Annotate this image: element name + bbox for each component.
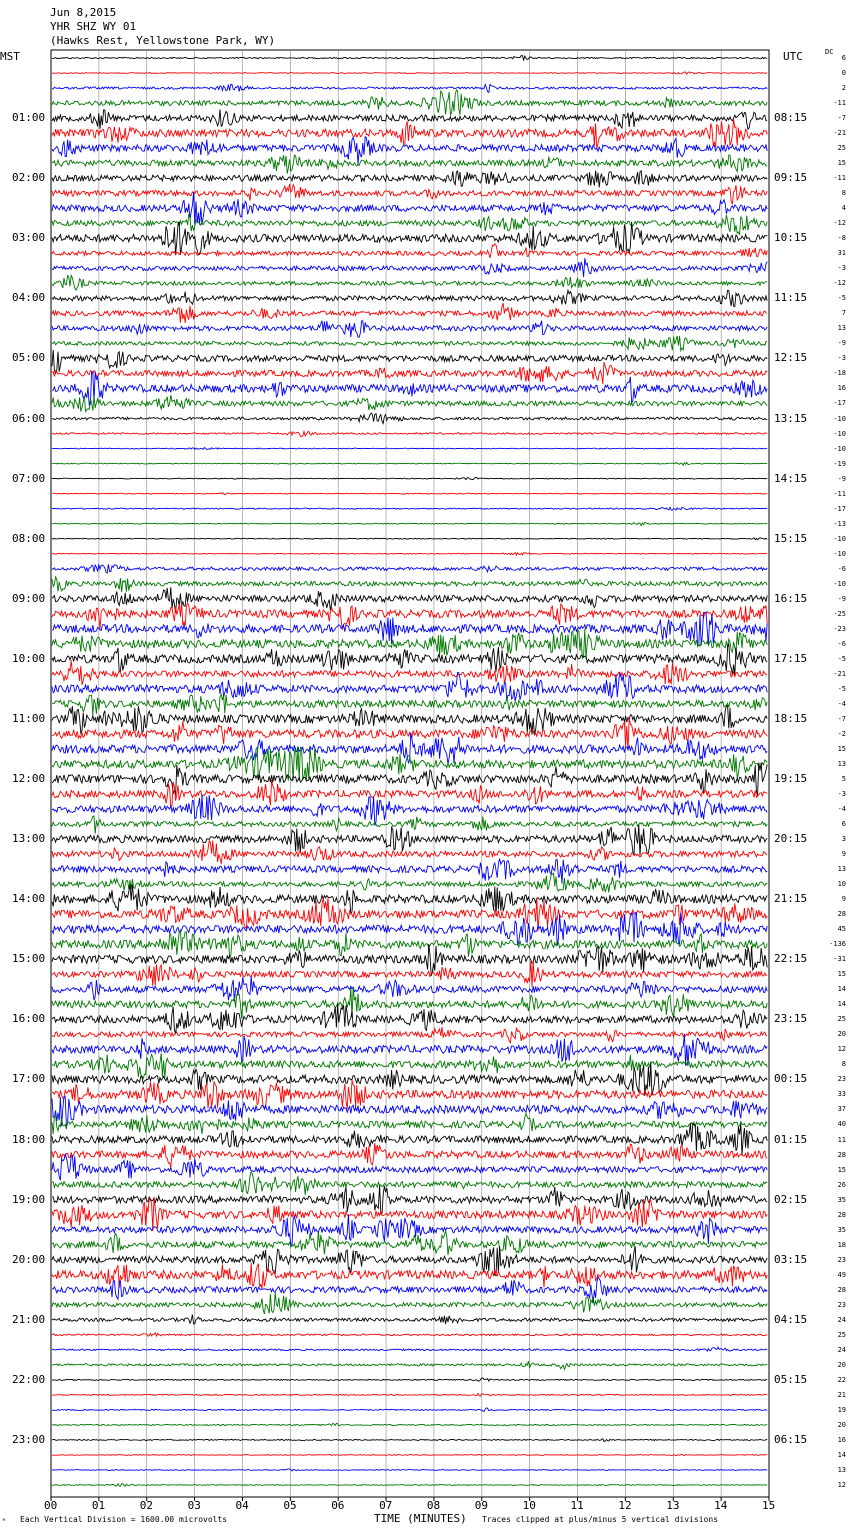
seismic-trace — [52, 362, 767, 384]
mst-hour-label: 03:00 — [12, 231, 46, 245]
dc-offset-value: 25 — [837, 144, 846, 153]
x-tick-label: 08 — [426, 1499, 441, 1512]
x-tick-label: 06 — [331, 1499, 345, 1512]
utc-hour-label: 23:15 — [774, 1012, 808, 1026]
dc-offset-value: 6 — [841, 54, 846, 62]
utc-hour-label: 18:15 — [774, 711, 808, 725]
seismic-trace — [52, 493, 767, 495]
seismic-trace — [52, 522, 767, 525]
seismic-trace — [52, 538, 767, 540]
seismic-trace — [52, 694, 767, 715]
dc-offset-value: 13 — [837, 759, 846, 768]
mst-hour-label: 02:00 — [12, 171, 46, 185]
x-tick-label: 02 — [139, 1499, 153, 1512]
seismic-trace — [52, 564, 767, 573]
left-timezone-label: MST — [0, 50, 20, 63]
dc-offset-value: 4 — [841, 204, 846, 213]
seismic-trace — [52, 717, 767, 750]
seismic-trace — [52, 56, 767, 60]
dc-offset-value: 23 — [837, 1075, 846, 1084]
seismic-trace — [52, 290, 767, 307]
utc-hour-label: 19:15 — [774, 772, 808, 785]
plot-date: Jun 8,2015 — [50, 6, 117, 19]
seismic-trace — [52, 275, 767, 290]
mst-hour-label: 13:00 — [12, 832, 46, 846]
seismic-trace — [52, 507, 767, 510]
right-timezone-label: UTC — [783, 50, 803, 63]
x-tick-label: 01 — [91, 1499, 106, 1512]
dc-offset-value: 28 — [837, 1285, 846, 1294]
dc-offset-value: 5 — [841, 775, 846, 783]
utc-hour-label: 16:15 — [774, 591, 808, 605]
utc-hour-label: 20:15 — [774, 832, 808, 846]
utc-hour-label: 22:15 — [774, 952, 808, 966]
dc-offset-value: 23 — [837, 1300, 846, 1309]
seismic-trace — [52, 258, 767, 277]
seismic-trace — [52, 1408, 767, 1412]
utc-hour-label: 01:15 — [774, 1132, 808, 1146]
dc-offset-value: -9 — [837, 339, 846, 348]
dc-offset-value: 24 — [837, 1345, 846, 1354]
mst-hour-label: 22:00 — [12, 1372, 46, 1386]
dc-offset-value: -4 — [837, 805, 846, 814]
mst-hour-label: 09:00 — [12, 591, 46, 605]
seismic-trace — [52, 448, 767, 450]
dc-offset-value: -8 — [837, 234, 846, 243]
dc-offset-value: 11 — [837, 1135, 846, 1144]
seismic-trace — [52, 1080, 767, 1109]
dc-offset-value: 40 — [837, 1120, 846, 1129]
utc-hour-label: 12:15 — [774, 351, 808, 365]
dc-offset-value: 22 — [837, 1375, 846, 1384]
x-tick-label: 15 — [762, 1499, 776, 1512]
dc-offset-value: -11 — [833, 489, 846, 498]
dc-offset-value: 14 — [837, 1450, 846, 1459]
utc-hour-label: 13:15 — [774, 411, 808, 425]
utc-hour-label: 21:15 — [774, 892, 808, 906]
dc-offset-value: 16 — [837, 384, 846, 393]
mst-hour-label: 11:00 — [12, 711, 46, 725]
seismic-trace — [52, 961, 767, 987]
dc-offset-value: 28 — [837, 1150, 846, 1159]
seismic-trace — [52, 603, 767, 630]
dc-offset-value: 6 — [841, 820, 846, 829]
seismic-trace — [52, 1439, 767, 1442]
x-tick-label: 12 — [618, 1499, 632, 1512]
mst-hour-label: 21:00 — [12, 1312, 46, 1326]
utc-hour-label: 00:15 — [774, 1072, 808, 1086]
seismic-trace — [52, 1315, 767, 1325]
seismic-trace — [52, 72, 767, 74]
seismic-trace — [52, 795, 767, 826]
seismic-trace — [52, 137, 767, 165]
seismic-trace — [52, 1172, 767, 1195]
seismic-trace — [52, 1053, 767, 1078]
utc-hour-label: 06:15 — [774, 1432, 808, 1446]
seismic-trace — [52, 577, 767, 592]
dc-offset-value: 15 — [837, 159, 846, 168]
seismic-trace — [52, 587, 767, 612]
seismic-trace — [52, 192, 767, 225]
dc-offset-value: -4 — [837, 699, 846, 708]
dc-offset-value: -136 — [829, 940, 846, 949]
dc-offset-value: 8 — [841, 1060, 846, 1069]
seismic-trace — [52, 930, 767, 957]
station-location: (Hawks Rest, Yellowstone Park, WY) — [50, 34, 276, 47]
dc-offset-value: 15 — [837, 970, 846, 979]
dc-offset-value: -10 — [833, 429, 846, 438]
seismic-trace — [52, 1347, 767, 1351]
dc-offset-value: 26 — [837, 1180, 846, 1189]
mst-hour-label: 16:00 — [12, 1012, 46, 1026]
mst-hour-label: 06:00 — [12, 411, 46, 425]
seismic-trace — [52, 1484, 767, 1487]
seismic-trace — [52, 214, 767, 235]
mst-hour-label: 20:00 — [12, 1252, 46, 1266]
dc-offset-value: -7 — [837, 114, 846, 123]
x-tick-label: 10 — [522, 1499, 536, 1512]
clip-note: Traces clipped at plus/minus 5 vertical divisions — [482, 1515, 719, 1524]
utc-hour-label: 03:15 — [774, 1252, 808, 1266]
x-tick-label: 07 — [379, 1499, 393, 1512]
seismic-trace — [52, 431, 767, 436]
seismic-trace — [52, 1378, 767, 1381]
seismic-trace — [52, 303, 767, 323]
dc-offset-value: -6 — [837, 564, 846, 573]
x-tick-label: 14 — [714, 1499, 728, 1512]
dc-offset-value: 3 — [841, 835, 846, 844]
dc-offset-value: -25 — [833, 609, 846, 618]
dc-offset-value: 13 — [837, 324, 846, 333]
x-tick-label: 04 — [235, 1499, 249, 1512]
dc-offset-value: -10 — [833, 444, 846, 453]
seismic-trace — [52, 780, 767, 807]
seismic-trace — [52, 1469, 767, 1471]
mst-hour-label: 08:00 — [12, 531, 46, 545]
seismic-trace — [52, 733, 767, 765]
seismic-trace — [52, 84, 767, 92]
dc-offset-value: 21 — [837, 1390, 846, 1399]
dc-offset-value: -19 — [833, 459, 846, 468]
x-tick-label: 03 — [187, 1499, 201, 1512]
dc-offset-value: -6 — [837, 639, 846, 648]
seismic-trace — [52, 816, 767, 834]
seismic-trace — [52, 1277, 767, 1303]
mst-hour-label: 04:00 — [12, 291, 46, 305]
dc-offset-value: -18 — [833, 369, 846, 378]
dc-offset-value: -9 — [837, 594, 846, 603]
dc-offset-value: -3 — [837, 790, 846, 799]
dc-header-label: DC — [825, 48, 834, 56]
utc-hour-label: 15:15 — [774, 531, 808, 545]
seismic-trace — [52, 119, 767, 149]
dc-offset-value: 20 — [837, 1420, 846, 1429]
seismic-trace — [52, 1263, 767, 1288]
mst-hour-label: 12:00 — [12, 772, 46, 785]
dc-offset-value: -5 — [837, 684, 846, 693]
seismic-trace — [52, 90, 767, 115]
seismic-trace — [52, 1333, 767, 1336]
mst-hour-label: 14:00 — [12, 892, 46, 906]
scale-note: Each Vertical Division = 1600.00 microvolts — [20, 1515, 228, 1524]
x-axis-title: TIME (MINUTES) — [374, 1512, 467, 1525]
dc-offset-value: 33 — [837, 1090, 846, 1099]
dc-offset-value: -21 — [833, 129, 846, 138]
dc-offset-value: 19 — [837, 1405, 846, 1414]
seismic-trace — [52, 463, 767, 466]
dc-offset-value: 15 — [837, 744, 846, 753]
seismic-trace — [52, 321, 767, 338]
dc-offset-value: 9 — [841, 850, 846, 859]
seismic-trace — [52, 336, 767, 351]
dc-offset-value: 45 — [837, 925, 846, 934]
seismic-trace — [52, 184, 767, 204]
dc-offset-value: 24 — [837, 1315, 846, 1324]
mst-hour-label: 15:00 — [12, 952, 46, 966]
dc-offset-value: -12 — [833, 279, 846, 288]
utc-hour-label: 14:15 — [774, 471, 808, 485]
dc-offset-value: -21 — [833, 669, 846, 678]
dc-offset-value: 13 — [837, 865, 846, 874]
seismic-trace — [52, 672, 767, 701]
dc-offset-value: -9 — [837, 474, 846, 483]
mst-hour-label: 05:00 — [12, 351, 46, 365]
seismic-trace — [52, 1454, 767, 1455]
seismic-trace — [52, 612, 767, 645]
dc-offset-value: 20 — [837, 1360, 846, 1369]
dc-offset-value: 0 — [841, 69, 846, 78]
dc-offset-value: 10 — [837, 880, 846, 889]
x-tick-label: 13 — [666, 1499, 680, 1512]
seismic-trace — [52, 1293, 767, 1314]
seismic-trace — [52, 413, 767, 423]
seismic-trace — [52, 1214, 767, 1245]
dc-offset-value: -2 — [837, 729, 846, 738]
dc-offset-value: 31 — [837, 249, 846, 258]
dc-offset-value: -11 — [833, 174, 846, 183]
utc-hour-label: 10:15 — [774, 231, 808, 245]
dc-offset-value: 28 — [837, 1210, 846, 1219]
mst-hour-label: 23:00 — [12, 1432, 46, 1446]
seismic-trace — [52, 859, 767, 884]
dc-offset-value: -10 — [833, 549, 846, 558]
seismic-trace — [52, 1027, 767, 1043]
dc-offset-value: 12 — [837, 1045, 846, 1054]
x-tick-label: 09 — [474, 1499, 489, 1512]
scale-marker-icon: ᴹ — [2, 1518, 6, 1525]
mst-hour-label: 10:00 — [12, 651, 46, 665]
utc-hour-label: 17:15 — [774, 651, 808, 665]
dc-offset-value: 28 — [837, 910, 846, 919]
mst-hour-label: 17:00 — [12, 1072, 46, 1086]
seismic-trace — [52, 661, 767, 686]
seismic-trace — [52, 1198, 767, 1231]
x-tick-label: 11 — [570, 1499, 584, 1512]
dc-offset-value: -10 — [833, 414, 846, 423]
dc-offset-value: 18 — [837, 1240, 846, 1249]
dc-offset-value: -7 — [837, 714, 846, 723]
utc-hour-label: 08:15 — [774, 111, 808, 125]
dc-offset-value: -17 — [833, 399, 846, 408]
dc-offset-value: -10 — [833, 534, 846, 543]
mst-hour-label: 07:00 — [12, 471, 46, 485]
dc-offset-value: 7 — [841, 309, 846, 318]
dc-offset-value: -13 — [833, 519, 846, 528]
utc-hour-label: 04:15 — [774, 1312, 808, 1326]
dc-offset-value: 25 — [837, 1015, 846, 1024]
dc-offset-value: -5 — [837, 294, 846, 303]
dc-offset-value: 25 — [837, 1330, 846, 1339]
dc-offset-value: 23 — [837, 1255, 846, 1264]
dc-offset-value: -11 — [833, 99, 846, 108]
seismic-trace — [52, 171, 767, 188]
dc-offset-value: -5 — [837, 654, 846, 663]
dc-offset-value: -12 — [833, 219, 846, 228]
dc-offset-value: 35 — [837, 1195, 846, 1204]
seismic-trace — [52, 763, 767, 796]
dc-offset-value: -10 — [833, 579, 846, 588]
seismic-trace — [52, 395, 767, 412]
dc-offset-value: 35 — [837, 1225, 846, 1234]
seismic-trace — [52, 553, 767, 556]
x-tick-label: 00 — [44, 1499, 58, 1512]
seismic-trace — [52, 350, 767, 373]
utc-hour-label: 11:15 — [774, 291, 808, 305]
seismic-trace — [52, 1394, 767, 1397]
seismic-trace — [52, 1423, 767, 1425]
dc-offset-value: 2 — [841, 84, 846, 93]
utc-hour-label: 05:15 — [774, 1372, 808, 1386]
dc-offset-value: -23 — [833, 624, 846, 633]
utc-hour-label: 02:15 — [774, 1192, 808, 1206]
dc-offset-value: 14 — [837, 1000, 846, 1009]
seismic-trace — [52, 222, 767, 255]
utc-hour-label: 09:15 — [774, 171, 808, 185]
dc-offset-value: 12 — [837, 1481, 846, 1489]
seismic-trace — [52, 155, 767, 174]
dc-offset-value: -31 — [833, 955, 846, 964]
dc-offset-value: 9 — [841, 895, 846, 904]
dc-offset-value: -3 — [837, 354, 846, 363]
dc-offset-value: -3 — [837, 264, 846, 273]
dc-offset-value: 14 — [837, 985, 846, 994]
dc-offset-value: -17 — [833, 504, 846, 513]
seismic-trace — [52, 477, 767, 479]
seismic-trace — [52, 244, 767, 258]
mst-hour-label: 19:00 — [12, 1192, 46, 1206]
mst-hour-label: 01:00 — [12, 111, 46, 125]
dc-offset-value: 16 — [837, 1435, 846, 1444]
seismic-trace — [52, 1143, 767, 1168]
seismic-trace — [52, 1004, 767, 1034]
dc-offset-value: 8 — [841, 189, 846, 198]
mst-hour-label: 18:00 — [12, 1132, 46, 1146]
seismic-trace — [52, 1361, 767, 1369]
dc-offset-value: 20 — [837, 1030, 846, 1039]
dc-offset-value: 15 — [837, 1165, 846, 1174]
x-tick-label: 05 — [283, 1499, 297, 1512]
dc-offset-value: 49 — [837, 1270, 846, 1279]
dc-offset-value: 37 — [837, 1105, 846, 1114]
seismic-trace — [52, 873, 767, 892]
station-code: YHR SHZ WY 01 — [50, 20, 137, 33]
dc-offset-value: 13 — [837, 1465, 846, 1474]
